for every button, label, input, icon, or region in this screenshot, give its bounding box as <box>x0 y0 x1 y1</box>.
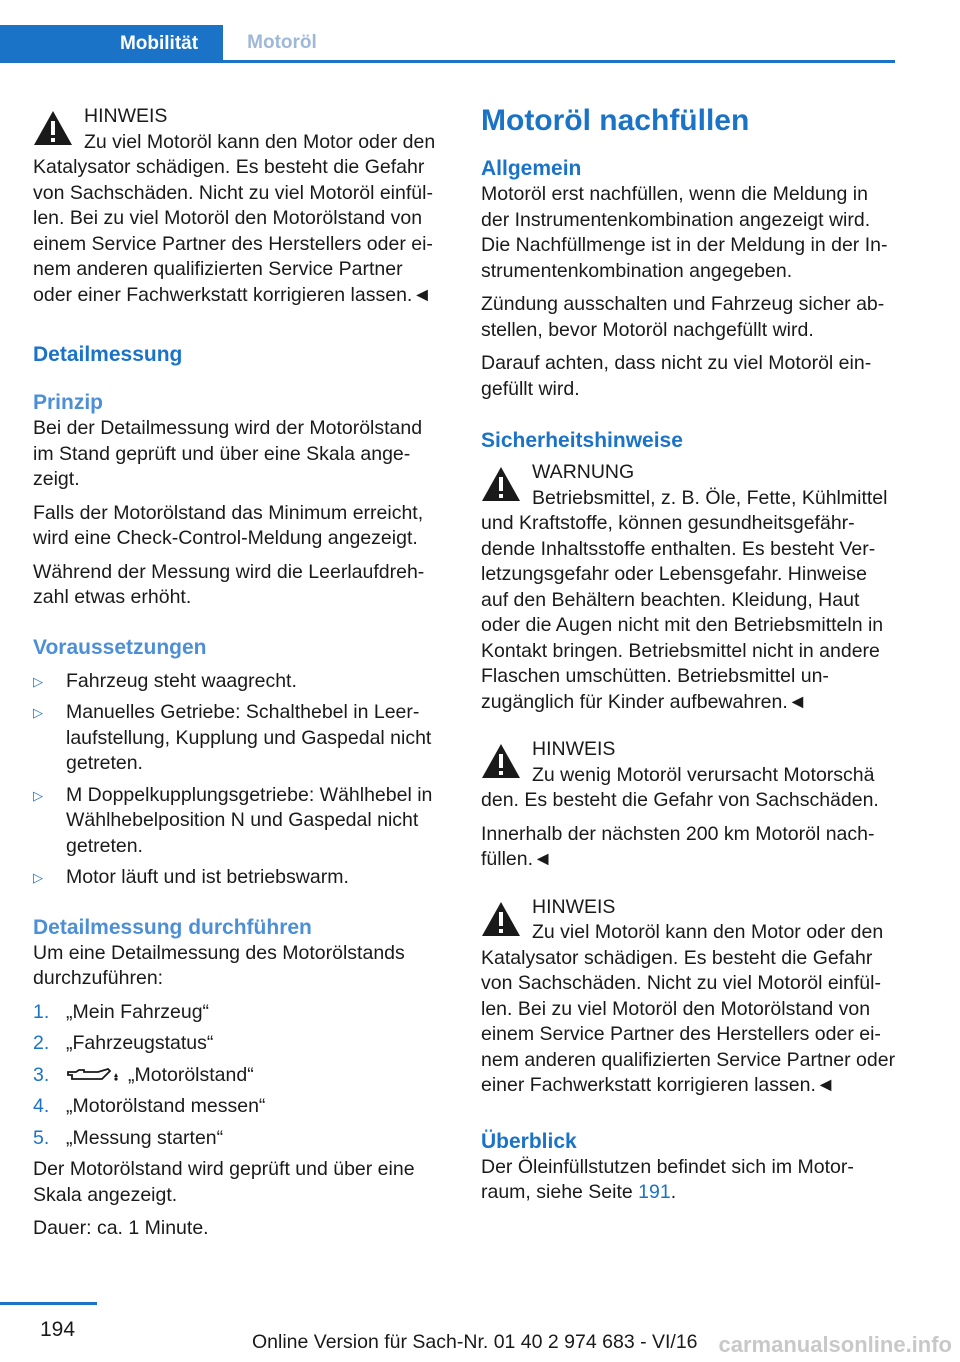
warning-triangle-icon <box>481 466 521 502</box>
list-item: 2. „Fahrzeugstatus“ <box>33 1032 214 1054</box>
allgemein-paragraph-2: Zündung ausschalten und Fahrzeug sicher abstellen, bevor Motoröl nachgefüllt wird. <box>481 293 885 341</box>
durch-intro: Um eine Detailmessung des Motorölstands durchzuführen: <box>33 941 405 989</box>
notice-label: WARNUNG <box>532 461 635 483</box>
heading-ueberblick: Überblick <box>481 1129 577 1153</box>
triangle-bullet-icon: ▷ <box>33 870 43 885</box>
warning-triangle-icon <box>481 743 521 779</box>
triangle-bullet-icon: ▷ <box>33 673 43 689</box>
voraussetzungen-list <box>33 669 445 891</box>
tab-motoroel[interactable]: Motoröl <box>247 32 317 53</box>
page-number: 194 <box>40 1318 76 1341</box>
notice-label: HINWEIS <box>532 895 616 918</box>
notice-first-line: Zu viel Motoröl kann den Motor oder den <box>84 130 436 153</box>
triangle-bullet-icon: ▷ <box>33 705 43 720</box>
left-column <box>33 104 445 1250</box>
triangle-bullet-icon: ▷ <box>33 787 43 803</box>
heading-allgemein: Allgemein <box>481 157 582 180</box>
duration-text: Dauer: ca. 1 Minute. <box>33 1217 209 1239</box>
list-item: 5. „Messung starten“ <box>33 1126 224 1149</box>
allgemein-paragraph-3: Darauf achten, dass nicht zu viel Motoröl eingefüllt wird. <box>481 352 872 400</box>
list-item: ▷ M Doppelkupplungsgetriebe: Wählhebel in Wählhebelposition N und Gaspedal nicht getreten. <box>33 783 433 857</box>
heading-detailmessung: Detailmessung <box>33 343 183 366</box>
steps-list <box>33 1000 445 1152</box>
header-bar-left <box>0 25 95 63</box>
warning-triangle-icon <box>33 110 73 146</box>
heading-sicherheitshinweise: Sicherheitshinweise <box>481 429 683 452</box>
heading-motoroel-nachfuellen: Motoröl nachfüllen <box>481 104 750 137</box>
notice-first-line: Betriebsmittel, z. B. Öle, Fette, Kühlmittel <box>532 486 888 509</box>
watermark: carmanualsonline.info <box>718 1332 952 1357</box>
notice-extra: Innerhalb der nächsten 200 km Motoröl nachfüllen.◄ <box>481 822 875 870</box>
notice-hinweis <box>481 737 896 873</box>
notice-first-line: Zu viel Motoröl kann den Motor oder den <box>532 921 884 943</box>
ueberblick-text: Der Öleinfüllstutzen befindet sich im Motorraum, siehe Seite 191. <box>481 1155 854 1203</box>
list-item: ▷ Motor läuft und ist betriebswarm. <box>33 865 445 891</box>
heading-voraussetzungen: Voraussetzungen <box>33 635 207 659</box>
result-text: Der Motorölstand wird geprüft und über eine Skala angezeigt. <box>33 1158 415 1206</box>
list-item: 4. „Motorölstand messen“ <box>33 1095 266 1117</box>
online-version-footer: Online Version für Sach-Nr. 01 40 2 974 683 - VI/16 <box>252 1331 698 1353</box>
prinzip-paragraph-3: Während der Messung wird die Leerlaufdrehzahl etwas erhöht. <box>33 560 425 608</box>
allgemein-paragraph-1: Motoröl erst nachfüllen, wenn die Meldung in der Instrumentenkombination angezeigt wird. Die Nachfüllmenge ist in der Meldung in der Instrumentenkombination angegeben. <box>481 183 888 282</box>
list-item: ▷ Fahrzeug steht waagrecht. <box>33 669 445 695</box>
notice-hinweis <box>481 895 896 1099</box>
notice-label: HINWEIS <box>532 738 616 760</box>
prinzip-paragraph-1: Bei der Detailmessung wird der Motorölstand im Stand geprüft und über eine Skala angezeigt. <box>33 417 423 490</box>
notice-first-line: Zu wenig Motoröl verursacht Motorschä <box>532 763 875 786</box>
list-item: 1. „Mein Fahrzeug“ <box>33 1000 210 1023</box>
list-item: ▷ Manuelles Getriebe: Schalthebel in Leerlaufstellung, Kupplung und Gaspedal nicht getreten. <box>33 701 432 774</box>
heading-detailmessung-durchfuehren: Detailmessung durchführen <box>33 915 312 939</box>
notice-warnung <box>481 460 896 715</box>
notice-text: Katalysator schädigen. Es besteht die Gefahr von Sachschäden. Nicht zu viel Motoröl einfüllen. Bei zu viel Motoröl den Motorölstand von einem Service Partner des Herstellers oder einem anderen qualifizierten Service Partner oder einer Fachwerkstatt korrigieren lassen.◄ <box>33 156 433 306</box>
header-rule <box>0 60 895 63</box>
notice-text: Katalysator schädigen. Es besteht die Gefahr von Sachschäden. Nicht zu viel Motoröl einfüllen. Bei zu viel Motoröl den Motorölstand von einem Service Partner des Herstellers oder einem anderen qualifizierten Service Partner oder einer Fachwerkstatt korrigieren lassen.◄ <box>481 946 896 1096</box>
oil-can-icon <box>66 1067 122 1083</box>
prinzip-paragraph-2: Falls der Motorölstand das Minimum erreicht, wird eine Check-Control-Meldung angezeigt. <box>33 501 424 549</box>
page-link[interactable]: 191 <box>638 1181 671 1203</box>
right-column <box>481 104 896 1214</box>
warning-triangle-icon <box>481 901 521 937</box>
tab-mobilitaet[interactable]: Mobilität <box>95 25 223 63</box>
list-item: 3. „Motorölstand“ <box>33 1063 254 1086</box>
notice-hinweis <box>33 104 445 308</box>
heading-prinzip: Prinzip <box>33 391 104 414</box>
notice-text: und Kraftstoffe, können gesundheitsgefährdende Inhaltsstoffe enthalten. Es besteht Verletzungsgefahr oder Lebensgefahr. Hinweise auf den Behältern beachten. Kleidung, Haut oder die Augen nicht mit den Betriebsmitteln in Kontakt bringen. Betriebsmittel nicht in andere Flaschen umschütten. Betriebsmittel unzugänglich für Kinder aufbewahren.◄ <box>481 512 884 713</box>
page-number-rule <box>0 1302 97 1305</box>
notice-label: HINWEIS <box>84 105 168 127</box>
notice-text: den. Es besteht die Gefahr von Sachschäden. <box>481 789 879 811</box>
